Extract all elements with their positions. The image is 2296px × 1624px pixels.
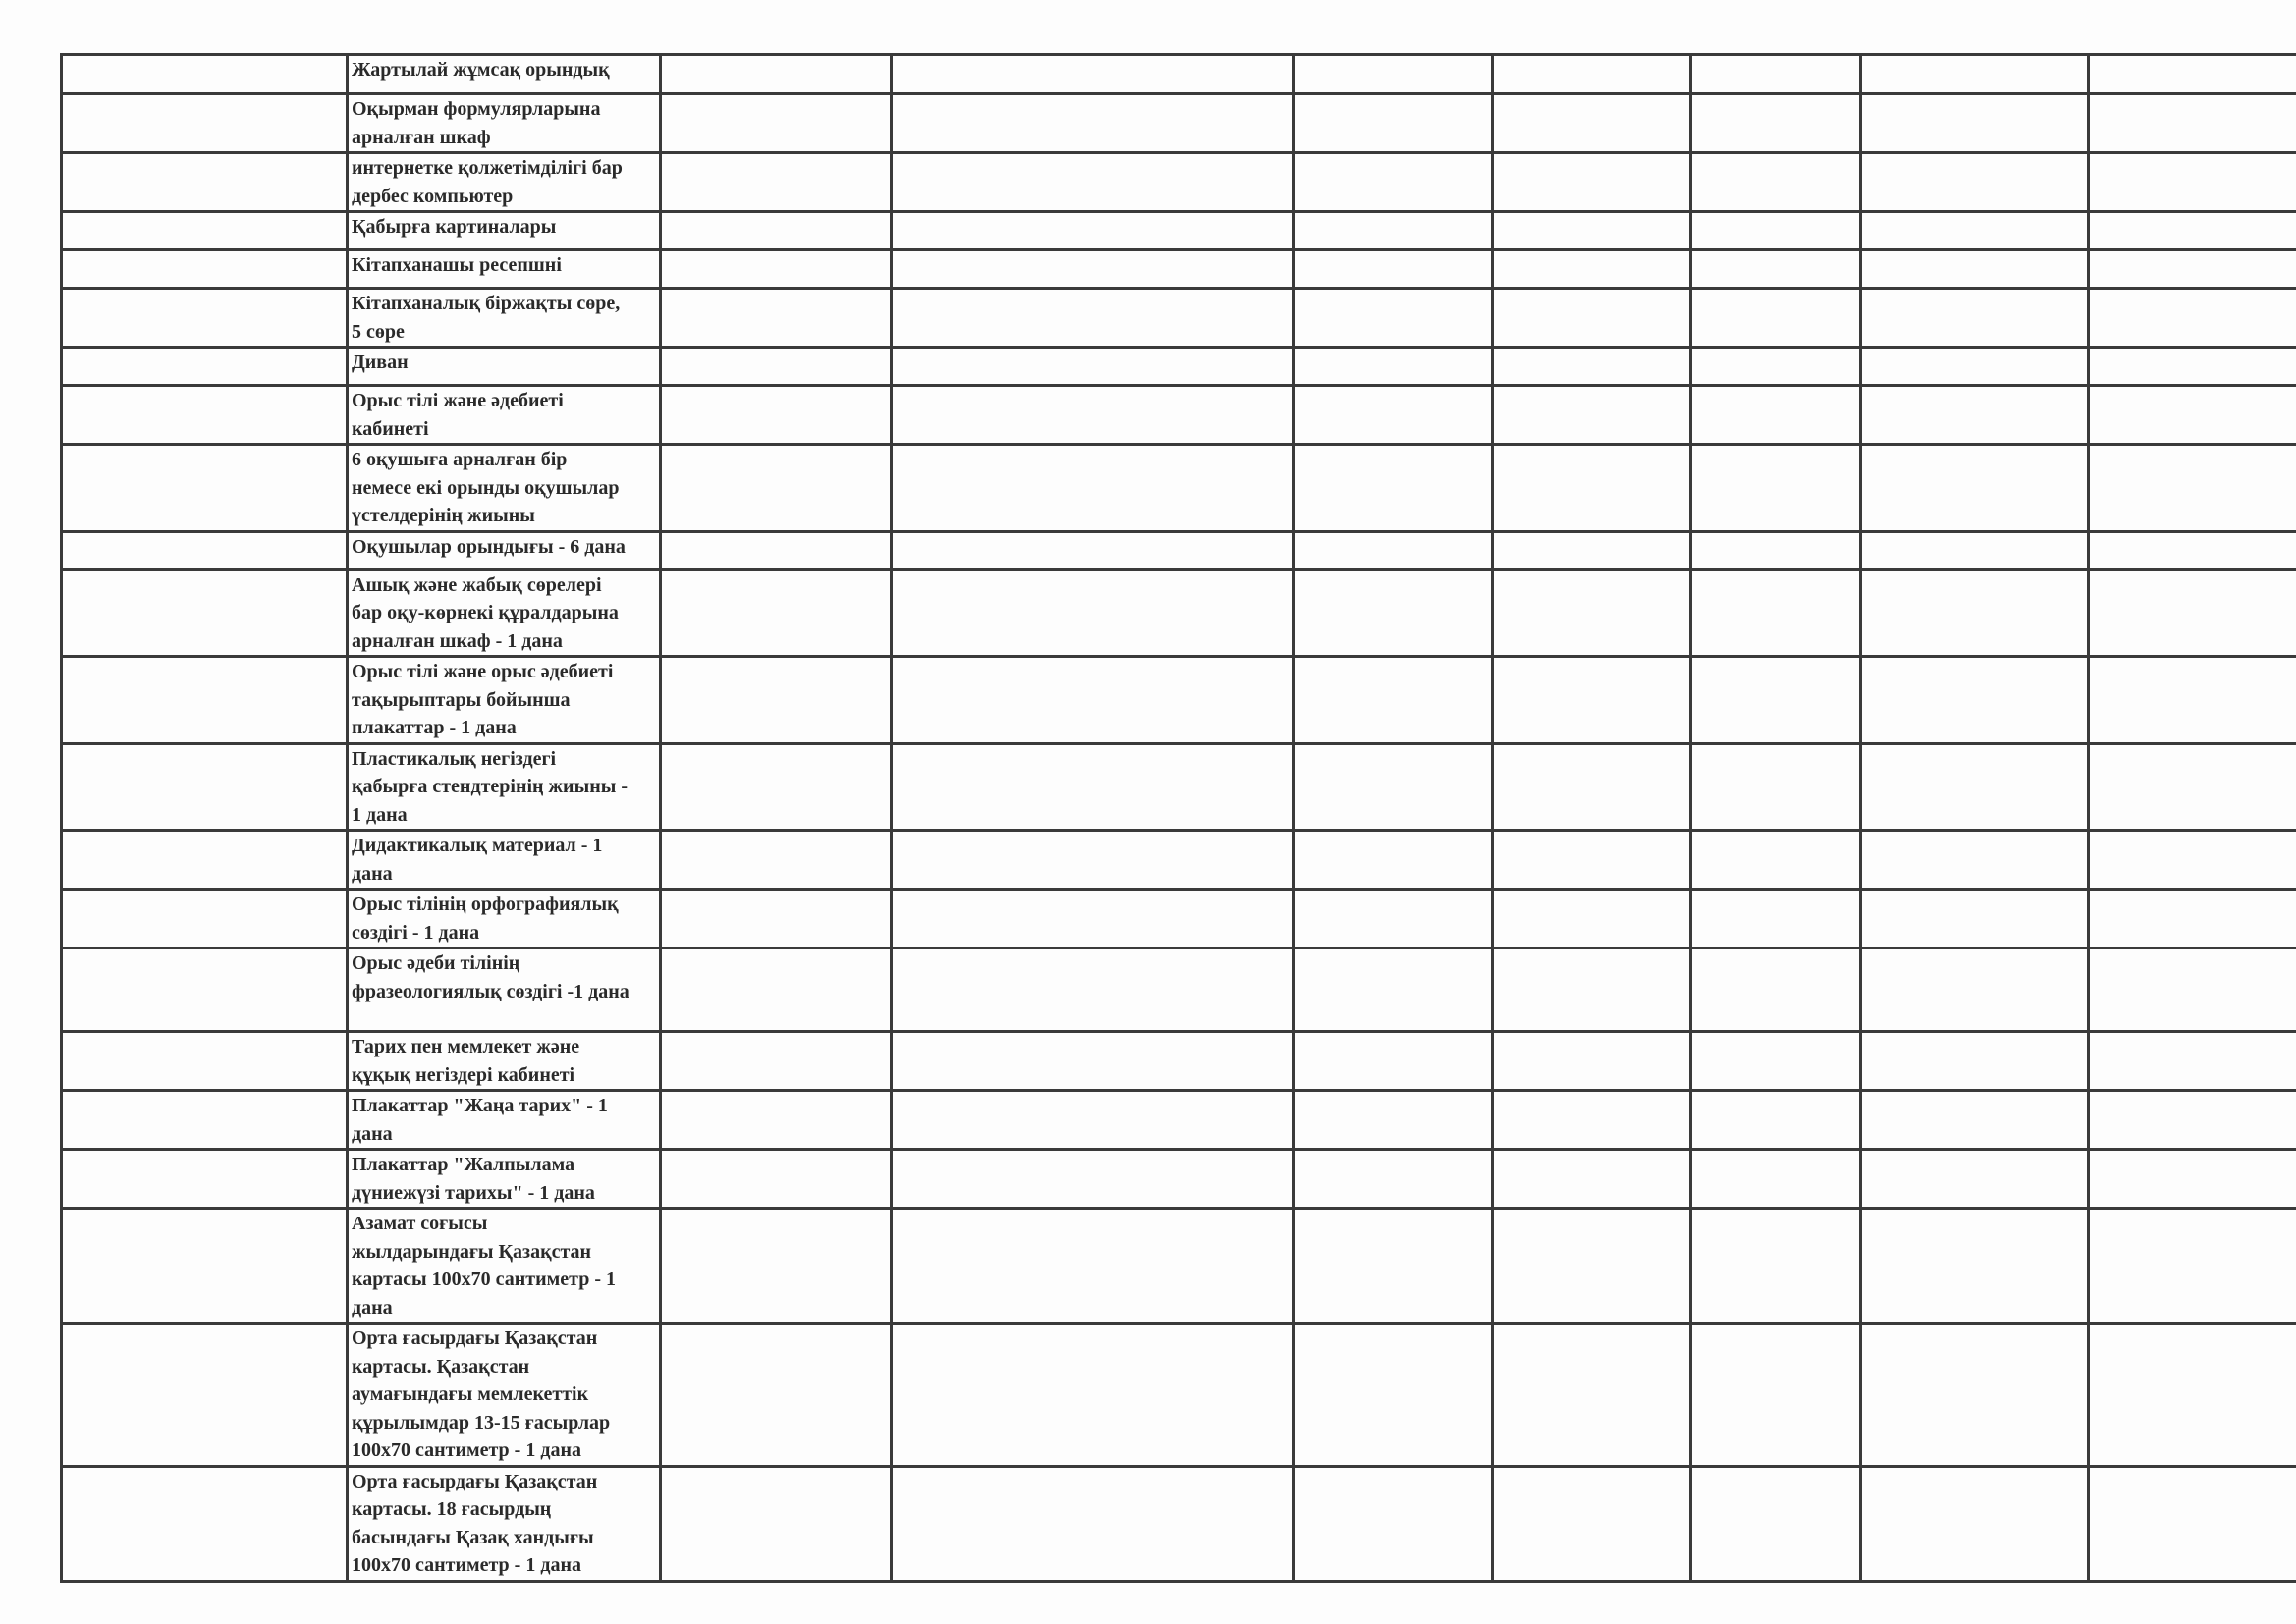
item-name-cell: Кітапханалық біржақты сөре, 5 сөре <box>348 289 661 348</box>
item-name-cell: Оқырман формулярларына арналған шкаф <box>348 94 661 153</box>
empty-cell <box>661 1091 892 1150</box>
empty-cell <box>2089 531 2296 569</box>
empty-cell <box>62 445 348 532</box>
empty-cell <box>892 948 1294 1032</box>
empty-cell <box>661 1324 892 1467</box>
empty-cell <box>1294 1091 1493 1150</box>
table-body <box>62 55 2296 1582</box>
empty-cell <box>2089 890 2296 948</box>
empty-cell <box>1493 153 1691 212</box>
empty-cell <box>892 890 1294 948</box>
empty-cell <box>1691 1466 1861 1581</box>
empty-cell <box>62 1209 348 1324</box>
empty-cell <box>1861 531 2089 569</box>
item-name-cell: Азамат соғысы жылдарындағы Қазақстан картасы 100х70 сантиметр - 1 дана <box>348 1209 661 1324</box>
empty-cell <box>1493 55 1691 94</box>
empty-cell <box>1691 831 1861 890</box>
empty-cell <box>2089 289 2296 348</box>
item-name-cell: Плакаттар "Жалпылама дүниежүзі тарихы" - 1 дана <box>348 1150 661 1209</box>
table-row <box>62 289 2296 348</box>
empty-cell <box>62 569 348 657</box>
empty-cell <box>1294 531 1493 569</box>
empty-cell <box>892 1150 1294 1209</box>
empty-cell <box>1861 153 2089 212</box>
empty-cell <box>62 948 348 1032</box>
empty-cell <box>62 743 348 831</box>
empty-cell <box>1493 1091 1691 1150</box>
empty-cell <box>661 1466 892 1581</box>
empty-cell <box>661 348 892 386</box>
empty-cell <box>2089 212 2296 250</box>
empty-cell <box>892 94 1294 153</box>
empty-cell <box>661 94 892 153</box>
empty-cell <box>1691 94 1861 153</box>
table-row <box>62 1150 2296 1209</box>
empty-cell <box>62 1150 348 1209</box>
item-name-cell: Диван <box>348 348 661 386</box>
empty-cell <box>892 657 1294 744</box>
empty-cell <box>1493 569 1691 657</box>
empty-cell <box>2089 1032 2296 1091</box>
empty-cell <box>1294 289 1493 348</box>
item-name-cell: Оқушылар орындығы - 6 дана <box>348 531 661 569</box>
empty-cell <box>661 153 892 212</box>
empty-cell <box>1294 94 1493 153</box>
empty-cell <box>1493 94 1691 153</box>
table-row <box>62 948 2296 1032</box>
empty-cell <box>661 250 892 289</box>
empty-cell <box>62 890 348 948</box>
table-row <box>62 250 2296 289</box>
empty-cell <box>1861 1209 2089 1324</box>
empty-cell <box>1493 948 1691 1032</box>
empty-cell <box>2089 831 2296 890</box>
empty-cell <box>1861 831 2089 890</box>
empty-cell <box>1691 445 1861 532</box>
empty-cell <box>1294 831 1493 890</box>
empty-cell <box>1294 386 1493 445</box>
empty-cell <box>1294 743 1493 831</box>
empty-cell <box>62 289 348 348</box>
empty-cell <box>1691 743 1861 831</box>
empty-cell <box>2089 386 2296 445</box>
empty-cell <box>2089 94 2296 153</box>
item-name-cell: Пластикалық негіздегі қабырға стендтерінің жиыны - 1 дана <box>348 743 661 831</box>
empty-cell <box>661 890 892 948</box>
item-name-cell: Дидактикалық материал - 1 дана <box>348 831 661 890</box>
empty-cell <box>2089 348 2296 386</box>
empty-cell <box>1294 1032 1493 1091</box>
empty-cell <box>1294 948 1493 1032</box>
empty-cell <box>661 1150 892 1209</box>
empty-cell <box>62 250 348 289</box>
empty-cell <box>2089 1091 2296 1150</box>
empty-cell <box>661 1209 892 1324</box>
empty-cell <box>1294 1466 1493 1581</box>
empty-cell <box>1861 250 2089 289</box>
empty-cell <box>892 531 1294 569</box>
empty-cell <box>1493 1466 1691 1581</box>
table-row <box>62 569 2296 657</box>
empty-cell <box>1861 1032 2089 1091</box>
empty-cell <box>1861 1150 2089 1209</box>
empty-cell <box>1861 1466 2089 1581</box>
empty-cell <box>1861 386 2089 445</box>
item-name-cell: Орыс тілінің орфографиялық сөздігі - 1 дана <box>348 890 661 948</box>
empty-cell <box>1493 1150 1691 1209</box>
empty-cell <box>1493 1209 1691 1324</box>
empty-cell <box>1493 212 1691 250</box>
empty-cell <box>2089 445 2296 532</box>
empty-cell <box>892 569 1294 657</box>
empty-cell <box>62 212 348 250</box>
empty-cell <box>1691 386 1861 445</box>
item-name-cell: Қабырға картиналары <box>348 212 661 250</box>
empty-cell <box>1294 1150 1493 1209</box>
empty-cell <box>892 212 1294 250</box>
empty-cell <box>1691 1150 1861 1209</box>
empty-cell <box>892 1324 1294 1467</box>
empty-cell <box>1691 55 1861 94</box>
empty-cell <box>1691 153 1861 212</box>
empty-cell <box>661 531 892 569</box>
item-name-cell: интернетке қолжетімділігі бар дербес компьютер <box>348 153 661 212</box>
empty-cell <box>661 1032 892 1091</box>
empty-cell <box>1861 212 2089 250</box>
empty-cell <box>1861 657 2089 744</box>
empty-cell <box>62 94 348 153</box>
empty-cell <box>1691 289 1861 348</box>
item-name-cell: Жартылай жұмсақ орындық <box>348 55 661 94</box>
table-row <box>62 153 2296 212</box>
empty-cell <box>1861 94 2089 153</box>
empty-cell <box>1861 289 2089 348</box>
empty-cell <box>1493 289 1691 348</box>
empty-cell <box>661 948 892 1032</box>
item-name-cell: Плакаттар "Жаңа тарих" - 1 дана <box>348 1091 661 1150</box>
empty-cell <box>892 743 1294 831</box>
empty-cell <box>1861 569 2089 657</box>
item-name-cell: Орта ғасырдағы Қазақстан картасы. Қазақстан аумағындағы мемлекеттік құрылымдар 13-15 ғасырлар 100х70 сантиметр - 1 дана <box>348 1324 661 1467</box>
empty-cell <box>62 531 348 569</box>
table-row <box>62 1324 2296 1467</box>
empty-cell <box>1691 569 1861 657</box>
empty-cell <box>2089 569 2296 657</box>
equipment-table <box>60 53 2296 1583</box>
table-row <box>62 55 2296 94</box>
empty-cell <box>892 55 1294 94</box>
table-row <box>62 212 2296 250</box>
item-name-cell: Орта ғасырдағы Қазақстан картасы. 18 ғасырдың басындағы Қазақ хандығы 100х70 сантиметр - 1 дана <box>348 1466 661 1581</box>
empty-cell <box>661 55 892 94</box>
table-row <box>62 94 2296 153</box>
table-row <box>62 348 2296 386</box>
empty-cell <box>1294 569 1493 657</box>
empty-cell <box>1294 890 1493 948</box>
empty-cell <box>661 569 892 657</box>
table-row <box>62 1466 2296 1581</box>
empty-cell <box>1691 1324 1861 1467</box>
item-name-cell: 6 оқушыға арналған бір немесе екі орынды оқушылар үстелдерінің жиыны <box>348 445 661 532</box>
empty-cell <box>2089 1466 2296 1581</box>
empty-cell <box>1493 386 1691 445</box>
empty-cell <box>62 386 348 445</box>
empty-cell <box>661 657 892 744</box>
empty-cell <box>1493 831 1691 890</box>
table-row <box>62 657 2296 744</box>
empty-cell <box>892 1209 1294 1324</box>
empty-cell <box>62 831 348 890</box>
empty-cell <box>661 831 892 890</box>
empty-cell <box>2089 55 2296 94</box>
empty-cell <box>1294 212 1493 250</box>
table-row <box>62 743 2296 831</box>
empty-cell <box>2089 657 2296 744</box>
empty-cell <box>892 348 1294 386</box>
empty-cell <box>661 212 892 250</box>
empty-cell <box>62 55 348 94</box>
empty-cell <box>1691 212 1861 250</box>
empty-cell <box>2089 1150 2296 1209</box>
empty-cell <box>62 1466 348 1581</box>
empty-cell <box>2089 1209 2296 1324</box>
empty-cell <box>62 1032 348 1091</box>
empty-cell <box>2089 1324 2296 1467</box>
empty-cell <box>2089 743 2296 831</box>
empty-cell <box>1861 743 2089 831</box>
empty-cell <box>2089 948 2296 1032</box>
empty-cell <box>892 1032 1294 1091</box>
empty-cell <box>1691 1091 1861 1150</box>
empty-cell <box>62 657 348 744</box>
empty-cell <box>1861 890 2089 948</box>
empty-cell <box>892 445 1294 532</box>
empty-cell <box>1493 250 1691 289</box>
empty-cell <box>892 831 1294 890</box>
empty-cell <box>62 1324 348 1467</box>
empty-cell <box>1861 1324 2089 1467</box>
table-row <box>62 831 2296 890</box>
empty-cell <box>892 1091 1294 1150</box>
empty-cell <box>1691 250 1861 289</box>
empty-cell <box>1294 55 1493 94</box>
empty-cell <box>1861 55 2089 94</box>
table-row <box>62 890 2296 948</box>
item-name-cell: Тарих пен мемлекет және құқық негіздері кабинеті <box>348 1032 661 1091</box>
empty-cell <box>1493 445 1691 532</box>
empty-cell <box>661 445 892 532</box>
empty-cell <box>62 1091 348 1150</box>
empty-cell <box>1691 1032 1861 1091</box>
empty-cell <box>1493 1324 1691 1467</box>
empty-cell <box>1493 743 1691 831</box>
table-row <box>62 1209 2296 1324</box>
table-row <box>62 1032 2296 1091</box>
empty-cell <box>1861 1091 2089 1150</box>
empty-cell <box>892 1466 1294 1581</box>
empty-cell <box>892 289 1294 348</box>
empty-cell <box>1294 1324 1493 1467</box>
empty-cell <box>1493 348 1691 386</box>
empty-cell <box>1691 348 1861 386</box>
empty-cell <box>1691 1209 1861 1324</box>
empty-cell <box>1294 348 1493 386</box>
empty-cell <box>661 743 892 831</box>
item-name-cell: Орыс тілі және әдебиеті кабинеті <box>348 386 661 445</box>
item-name-cell: Орыс әдеби тілінің фразеологиялық сөздігі -1 дана <box>348 948 661 1032</box>
table-row <box>62 1091 2296 1150</box>
empty-cell <box>1493 890 1691 948</box>
empty-cell <box>1691 531 1861 569</box>
table-row <box>62 531 2296 569</box>
empty-cell <box>1861 445 2089 532</box>
empty-cell <box>1861 348 2089 386</box>
empty-cell <box>1294 445 1493 532</box>
empty-cell <box>1691 948 1861 1032</box>
empty-cell <box>1493 657 1691 744</box>
empty-cell <box>1493 531 1691 569</box>
empty-cell <box>1861 948 2089 1032</box>
empty-cell <box>661 289 892 348</box>
item-name-cell: Ашық және жабық сөрелері бар оқу-көрнекі құралдарына арналған шкаф - 1 дана <box>348 569 661 657</box>
empty-cell <box>1294 657 1493 744</box>
empty-cell <box>62 348 348 386</box>
empty-cell <box>892 386 1294 445</box>
empty-cell <box>62 153 348 212</box>
item-name-cell: Орыс тілі және орыс әдебиеті тақырыптары бойынша плакаттар - 1 дана <box>348 657 661 744</box>
empty-cell <box>1294 250 1493 289</box>
item-name-cell: Кітапханашы ресепшні <box>348 250 661 289</box>
empty-cell <box>661 386 892 445</box>
table-row <box>62 386 2296 445</box>
empty-cell <box>1294 1209 1493 1324</box>
empty-cell <box>1493 1032 1691 1091</box>
empty-cell <box>1691 890 1861 948</box>
empty-cell <box>1691 657 1861 744</box>
empty-cell <box>892 250 1294 289</box>
empty-cell <box>2089 250 2296 289</box>
empty-cell <box>1294 153 1493 212</box>
empty-cell <box>892 153 1294 212</box>
empty-cell <box>2089 153 2296 212</box>
table-row <box>62 445 2296 532</box>
